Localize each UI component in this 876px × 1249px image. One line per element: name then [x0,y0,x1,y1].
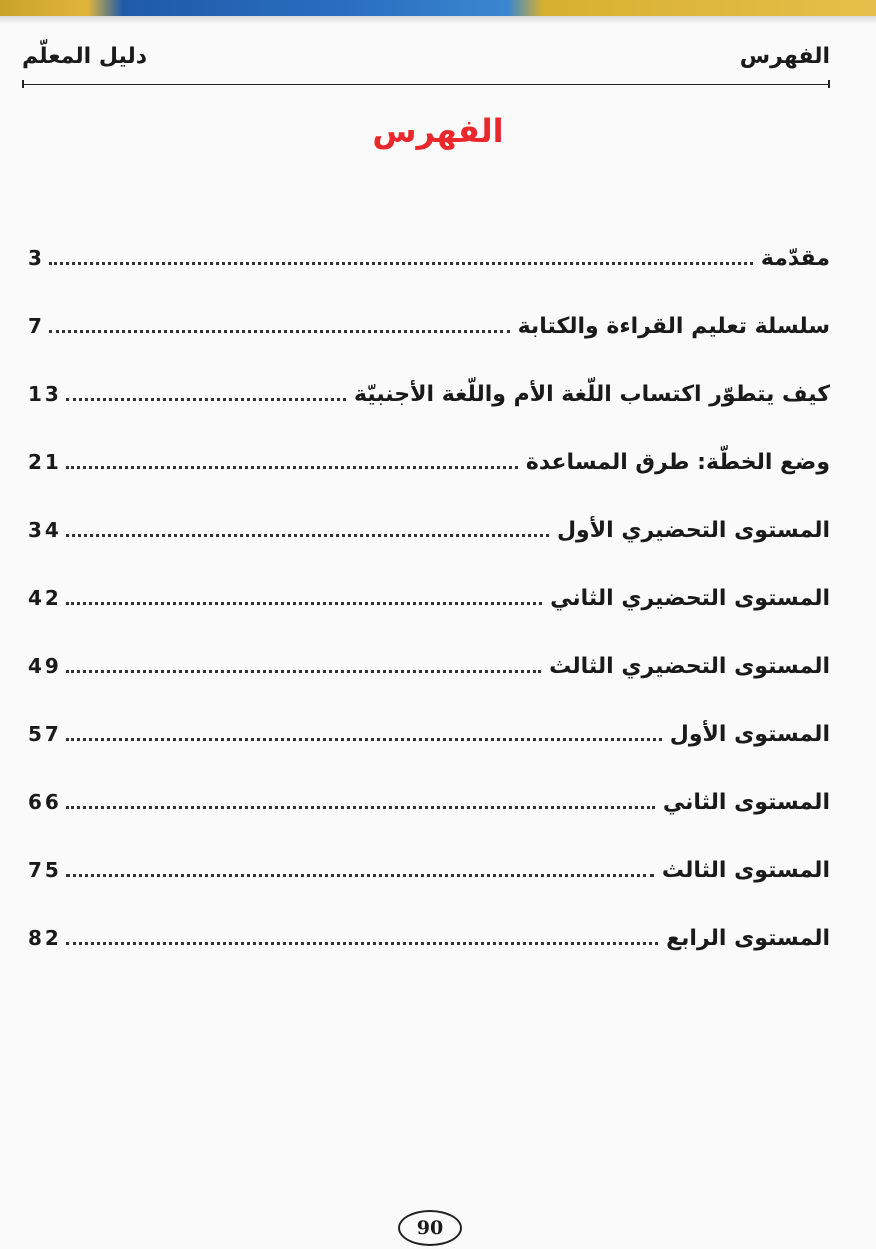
toc-entry-label: المستوى الأول [669,721,830,747]
page-header [22,36,830,84]
page-title: الفهرس [372,112,504,150]
toc-entry[interactable] [28,428,830,496]
header-book-title: دليل المعلّم [22,44,148,69]
toc-entry-label: المستوى الثالث [661,857,830,883]
toc-entry-label: وضع الخطّة: طرق المساعدة [525,449,830,475]
header-divider [22,84,830,85]
toc-entry-label: المستوى الثاني [662,789,830,815]
toc-entry-page: 49 [28,654,62,678]
page-number-badge: 90 [398,1210,462,1246]
header-divider-cap-right [828,80,830,88]
toc-entry-page: 3 [28,246,45,270]
toc-leader-dots [66,602,542,605]
toc-leader-dots [66,874,654,877]
toc-entry[interactable] [28,768,830,836]
toc-entry[interactable] [28,632,830,700]
toc-entry-label: المستوى التحضيري الثاني [550,585,830,611]
toc-leader-dots [66,806,655,809]
top-band-shadow [0,16,876,24]
toc-entry[interactable] [28,292,830,360]
toc-entry-page: 21 [28,450,62,474]
toc-entry[interactable] [28,360,830,428]
toc-leader-dots [49,330,510,333]
toc-entry[interactable] [28,564,830,632]
toc-entry[interactable] [28,224,830,292]
toc-leader-dots [66,534,549,537]
toc-entry-page: 13 [28,382,62,406]
toc-leader-dots [49,262,753,265]
toc-entry-label: مقدّمة [760,245,830,271]
toc-entry-label: المستوى التحضيري الأول [556,517,830,543]
toc-entry-page: 34 [28,518,62,542]
toc-entry-label: كيف يتطوّر اكتساب اللّغة الأم واللّغة الأجنبيّة [354,381,830,407]
table-of-contents [28,224,830,972]
toc-entry[interactable] [28,904,830,972]
toc-entry[interactable] [28,700,830,768]
toc-leader-dots [66,738,662,741]
toc-leader-dots [66,466,518,469]
toc-leader-dots [66,670,541,673]
toc-entry-page: 57 [28,722,62,746]
toc-entry-page: 82 [28,926,62,950]
toc-leader-dots [66,398,346,401]
toc-entry-page: 66 [28,790,62,814]
toc-leader-dots [66,942,658,945]
toc-entry-page: 42 [28,586,62,610]
toc-entry-label: المستوى الرابع [666,925,830,951]
top-color-band [0,0,876,16]
toc-entry[interactable] [28,496,830,564]
toc-entry-label: سلسلة تعليم القراءة والكتابة [517,313,830,339]
header-divider-cap-left [22,80,24,88]
toc-entry-label: المستوى التحضيري الثالث [549,653,830,679]
toc-entry-page: 7 [28,314,45,338]
header-section-title: الفهرس [739,44,830,69]
toc-entry-page: 75 [28,858,62,882]
toc-entry[interactable] [28,836,830,904]
